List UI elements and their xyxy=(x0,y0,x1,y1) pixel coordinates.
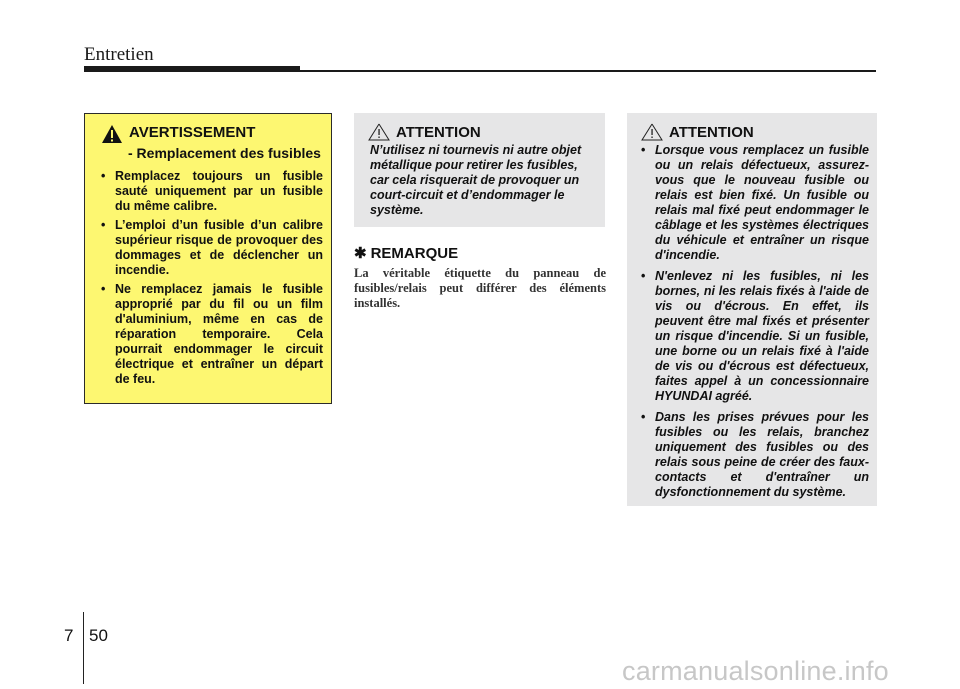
warning-title: AVERTISSEMENT xyxy=(129,124,256,141)
remark-title: REMARQUE xyxy=(370,244,459,262)
star-icon: ✱ xyxy=(354,245,367,262)
attention-box-right xyxy=(627,113,877,506)
remark-section xyxy=(354,244,606,311)
page-header-title: Entretien xyxy=(84,44,154,65)
attention-list xyxy=(635,143,869,500)
warning-item: • Remplacez toujours un fusible sauté uniquement par un fusible du même calibre. xyxy=(93,169,323,214)
warning-item: • Ne remplacez jamais le fusible approprié par du fil ou un film d'aluminium, même en cas de réparation temporaire. Cela pourrait endommager le circuit électrique et entraîner un départ de feu. xyxy=(93,282,323,387)
warning-triangle-icon xyxy=(101,124,123,144)
attention-triangle-icon xyxy=(641,123,663,141)
attention-item: • Dans les prises prévues pour les fusibles ou les relais, branchez uniquement des fusibles ou des relais sous peine de créer des faux-contacts et d'entraîner un dysfonctionnement du système. xyxy=(635,410,869,500)
warning-subtitle: - Remplacement des fusibles xyxy=(128,145,321,161)
header-rule-thin xyxy=(300,70,876,72)
attention-item: • Lorsque vous remplacez un fusible ou un relais défectueux, assurez-vous que le nouveau fusible ou relais est bien fixé. Un fusible ou relais mal fixé peut endommager le câblage et les systèmes électriques du véhicule et entraîner un risque d'incendie. xyxy=(635,143,869,263)
attention-triangle-icon xyxy=(368,123,390,141)
remark-header xyxy=(354,244,606,262)
attention-header xyxy=(635,123,869,141)
watermark: carmanualsonline.info xyxy=(622,656,889,686)
attention-title: ATTENTION xyxy=(396,123,481,141)
attention-item: • N'enlevez ni les fusibles, ni les bornes, ni les relais fixés à l'aide de vis ou d'écrous. En effet, ils peuvent être mal fixés et présenter un risque d'incendie. Si un fusible, une borne ou un relais fixé à l'aide de vis ou d'écrous est défectueux, faites appel à un concessionnaire HYUNDAI agréé. xyxy=(635,269,869,404)
remark-text: La véritable étiquette du panneau de fusibles/relais peut différer des éléments installés. xyxy=(354,266,606,310)
warning-item: • L’emploi d’un fusible d’un calibre supérieur risque de provoquer des dommages et de déclencher un incendie. xyxy=(93,218,323,278)
warning-list xyxy=(93,169,323,387)
warning-box xyxy=(84,113,332,404)
page-number: 50 xyxy=(89,626,108,645)
warning-header xyxy=(93,124,323,144)
attention-title: ATTENTION xyxy=(669,123,754,141)
chapter-number: 7 xyxy=(64,626,74,645)
footer-divider xyxy=(83,612,84,684)
attention-header xyxy=(362,123,597,141)
header-rule-thick xyxy=(84,66,300,72)
attention-box-middle xyxy=(354,113,605,227)
attention-text: N’utilisez ni tournevis ni autre objet métallique pour retirer les fusibles, car cela risquerait de provoquer un court-circuit et d’endommager le système. xyxy=(370,143,582,217)
